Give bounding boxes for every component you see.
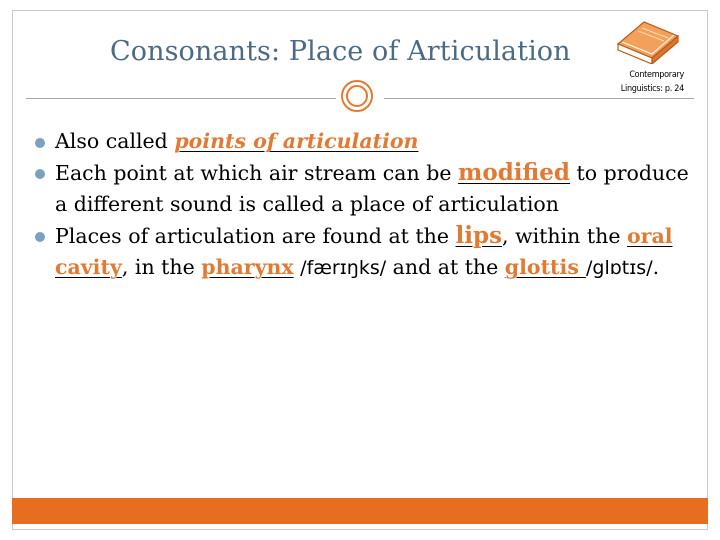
term-pharynx: pharynx [201,255,294,279]
bullet-3-text-c: , in the [121,255,202,279]
ipa-pharynx: /færɪŋks/ [300,257,387,279]
bullet-dot-icon [35,232,45,242]
bullet-item-1 [33,126,693,157]
slide-title: Consonants: Place of Articulation [110,36,571,67]
bullet-2-text-a: Each point at which air stream can be [55,161,459,185]
bullet-item-3 [33,220,693,284]
bullet-list [33,126,693,284]
bullet-2-text-b: to produce a different sound is called a place of articulation [55,161,689,216]
citation-line-1: Contemporary [629,70,684,80]
term-modified: modified [458,159,570,186]
bullet-dot-icon [35,169,45,179]
term-points-of-articulation: points of articulation [174,129,419,153]
title-divider-right [384,98,694,99]
bullet-3-text-b: , within the [502,224,627,248]
ipa-glottis: /glɒtɪs/ [586,257,653,279]
bullet-item-2 [33,157,693,220]
citation [594,68,684,96]
bullet-3-text-f: . [652,255,660,279]
footer-bar [12,498,708,524]
bullet-3-text-a: Places of articulation are found at the [55,224,456,248]
term-lips: lips [455,222,503,249]
ring-ornament-icon [341,80,373,112]
bullet-1-text: Also called [55,129,175,153]
title-divider-left [26,98,336,99]
book-icon [612,14,682,64]
bullet-dot-icon [35,138,45,148]
term-glottis: glottis [504,255,586,279]
term-oral-cavity: oral cavity [55,224,673,279]
bullet-3-text-e: and at the [386,255,505,279]
citation-line-2: Linguistics: p. 24 [620,84,684,94]
